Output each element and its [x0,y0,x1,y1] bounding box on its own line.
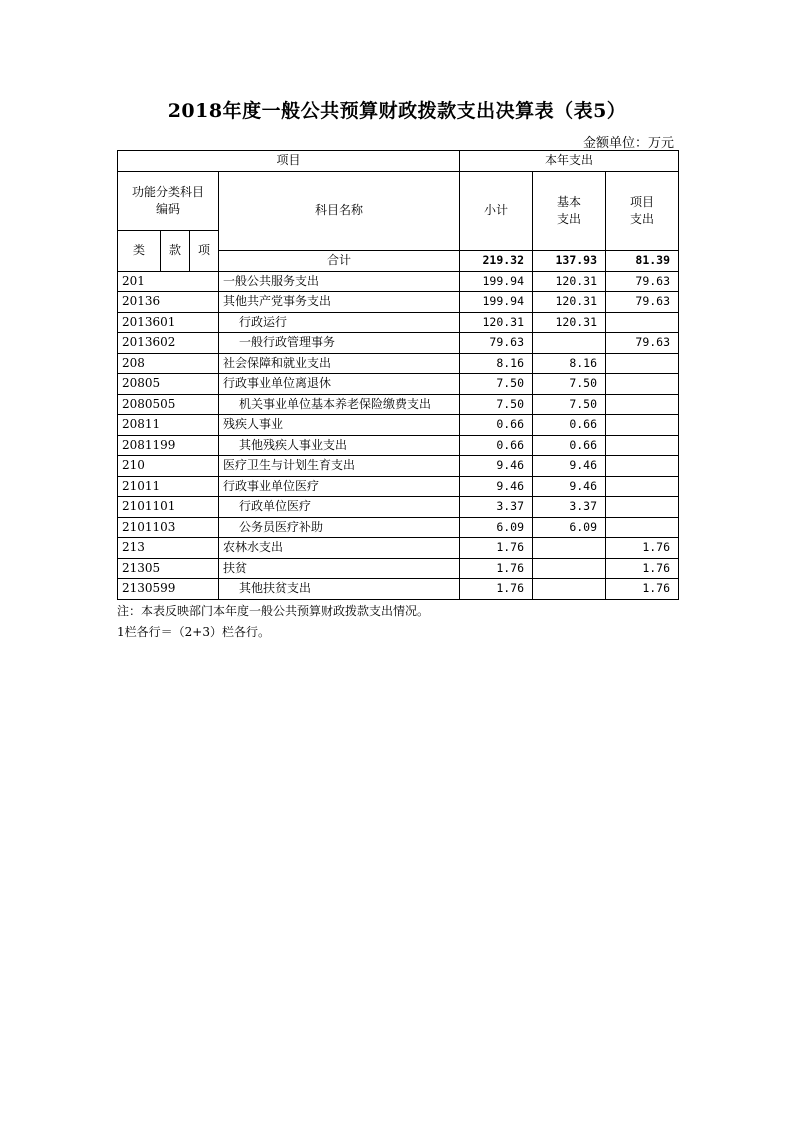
row-subtotal: 3.37 [460,497,533,518]
header-basic-line2: 支出 [557,211,582,226]
row-name: 公务员医疗补助 [219,517,460,538]
row-name: 一般公共服务支出 [219,271,460,292]
row-subtotal: 0.66 [460,435,533,456]
row-project [606,415,679,436]
table-row [118,538,679,559]
row-subtotal: 120.31 [460,312,533,333]
row-project [606,497,679,518]
header-basic-line1: 基本 [557,194,582,209]
header-proj-line1: 项目 [630,194,655,209]
header-row-2 [118,171,679,230]
row-subtotal: 199.94 [460,271,533,292]
row-name: 行政单位医疗 [219,497,460,518]
row-name: 医疗卫生与计划生育支出 [219,456,460,477]
header-proj [606,171,679,251]
table-row [118,558,679,579]
row-subtotal: 199.94 [460,292,533,313]
row-code: 20805 [118,374,219,395]
row-subtotal: 1.76 [460,579,533,600]
table-row [118,435,679,456]
row-name: 行政事业单位离退休 [219,374,460,395]
row-subtotal: 79.63 [460,333,533,354]
row-project: 79.63 [606,271,679,292]
row-code: 20136 [118,292,219,313]
row-code: 2081199 [118,435,219,456]
total-subtotal: 219.32 [460,251,533,272]
header-func-code [118,171,219,230]
row-code: 21305 [118,558,219,579]
row-project [606,456,679,477]
row-basic: 8.16 [533,353,606,374]
row-project: 1.76 [606,558,679,579]
row-project: 1.76 [606,538,679,559]
row-subtotal: 7.50 [460,374,533,395]
table-row [118,353,679,374]
table-row [118,579,679,600]
row-basic: 3.37 [533,497,606,518]
header-proj-line2: 支出 [630,211,655,226]
row-project [606,435,679,456]
row-code: 2013602 [118,333,219,354]
row-subtotal: 0.66 [460,415,533,436]
row-code: 2101101 [118,497,219,518]
row-code: 213 [118,538,219,559]
row-code: 2013601 [118,312,219,333]
row-basic [533,333,606,354]
row-subtotal: 7.50 [460,394,533,415]
header-kuan: 款 [161,230,190,271]
unit-label: 金额单位：万元 [582,136,674,151]
row-basic [533,538,606,559]
table-row [118,333,679,354]
row-code: 2130599 [118,579,219,600]
row-project [606,374,679,395]
row-basic: 0.66 [533,435,606,456]
row-code: 210 [118,456,219,477]
note-line-2: 1栏各行＝（2+3）栏各行。 [117,625,270,639]
row-subtotal: 6.09 [460,517,533,538]
row-basic: 120.31 [533,292,606,313]
row-project [606,312,679,333]
row-code: 201 [118,271,219,292]
row-project [606,517,679,538]
row-basic [533,558,606,579]
table-row [118,292,679,313]
row-basic: 0.66 [533,415,606,436]
row-basic: 120.31 [533,271,606,292]
header-subject-name: 科目名称 [219,171,460,251]
row-subtotal: 8.16 [460,353,533,374]
row-name: 行政运行 [219,312,460,333]
note-line-1: 注：本表反映部门本年度一般公共预算财政拨款支出情况。 [117,604,430,618]
row-basic: 9.46 [533,456,606,477]
table-row [118,312,679,333]
row-basic: 6.09 [533,517,606,538]
row-code: 2080505 [118,394,219,415]
row-project [606,476,679,497]
row-basic [533,579,606,600]
row-project [606,394,679,415]
row-project [606,353,679,374]
header-row-1 [118,151,679,172]
row-name: 其他残疾人事业支出 [219,435,460,456]
row-name: 其他扶贫支出 [219,579,460,600]
row-code: 2101103 [118,517,219,538]
row-name: 残疾人事业 [219,415,460,436]
row-name: 其他共产党事务支出 [219,292,460,313]
header-func-code-line2: 编码 [155,201,180,216]
row-code: 208 [118,353,219,374]
header-project: 项目 [118,151,460,172]
row-name: 行政事业单位医疗 [219,476,460,497]
table-row [118,456,679,477]
header-current-year: 本年支出 [460,151,679,172]
table-row [118,497,679,518]
row-code: 21011 [118,476,219,497]
row-name: 扶贫 [219,558,460,579]
page-title: 2018年度一般公共预算财政拨款支出决算表（表5） [167,100,627,122]
row-basic: 7.50 [533,394,606,415]
row-name: 机关事业单位基本养老保险缴费支出 [219,394,460,415]
total-project: 81.39 [606,251,679,272]
row-project: 79.63 [606,333,679,354]
row-subtotal: 1.76 [460,558,533,579]
table-row [118,374,679,395]
row-subtotal: 9.46 [460,476,533,497]
header-subtotal: 小计 [460,171,533,251]
total-label: 合计 [219,251,460,272]
table-row [118,517,679,538]
row-project: 79.63 [606,292,679,313]
header-lei: 类 [118,230,161,271]
row-name: 农林水支出 [219,538,460,559]
row-basic: 7.50 [533,374,606,395]
row-name: 一般行政管理事务 [219,333,460,354]
row-basic: 120.31 [533,312,606,333]
table-row [118,271,679,292]
row-name: 社会保障和就业支出 [219,353,460,374]
header-xiang: 项 [190,230,219,271]
row-basic: 9.46 [533,476,606,497]
expenditure-table [117,150,679,600]
header-basic [533,171,606,251]
row-subtotal: 1.76 [460,538,533,559]
row-code: 20811 [118,415,219,436]
table-row [118,415,679,436]
header-func-code-line1: 功能分类科目 [131,184,204,199]
table-row [118,476,679,497]
row-project: 1.76 [606,579,679,600]
row-subtotal: 9.46 [460,456,533,477]
table-row [118,394,679,415]
total-basic: 137.93 [533,251,606,272]
